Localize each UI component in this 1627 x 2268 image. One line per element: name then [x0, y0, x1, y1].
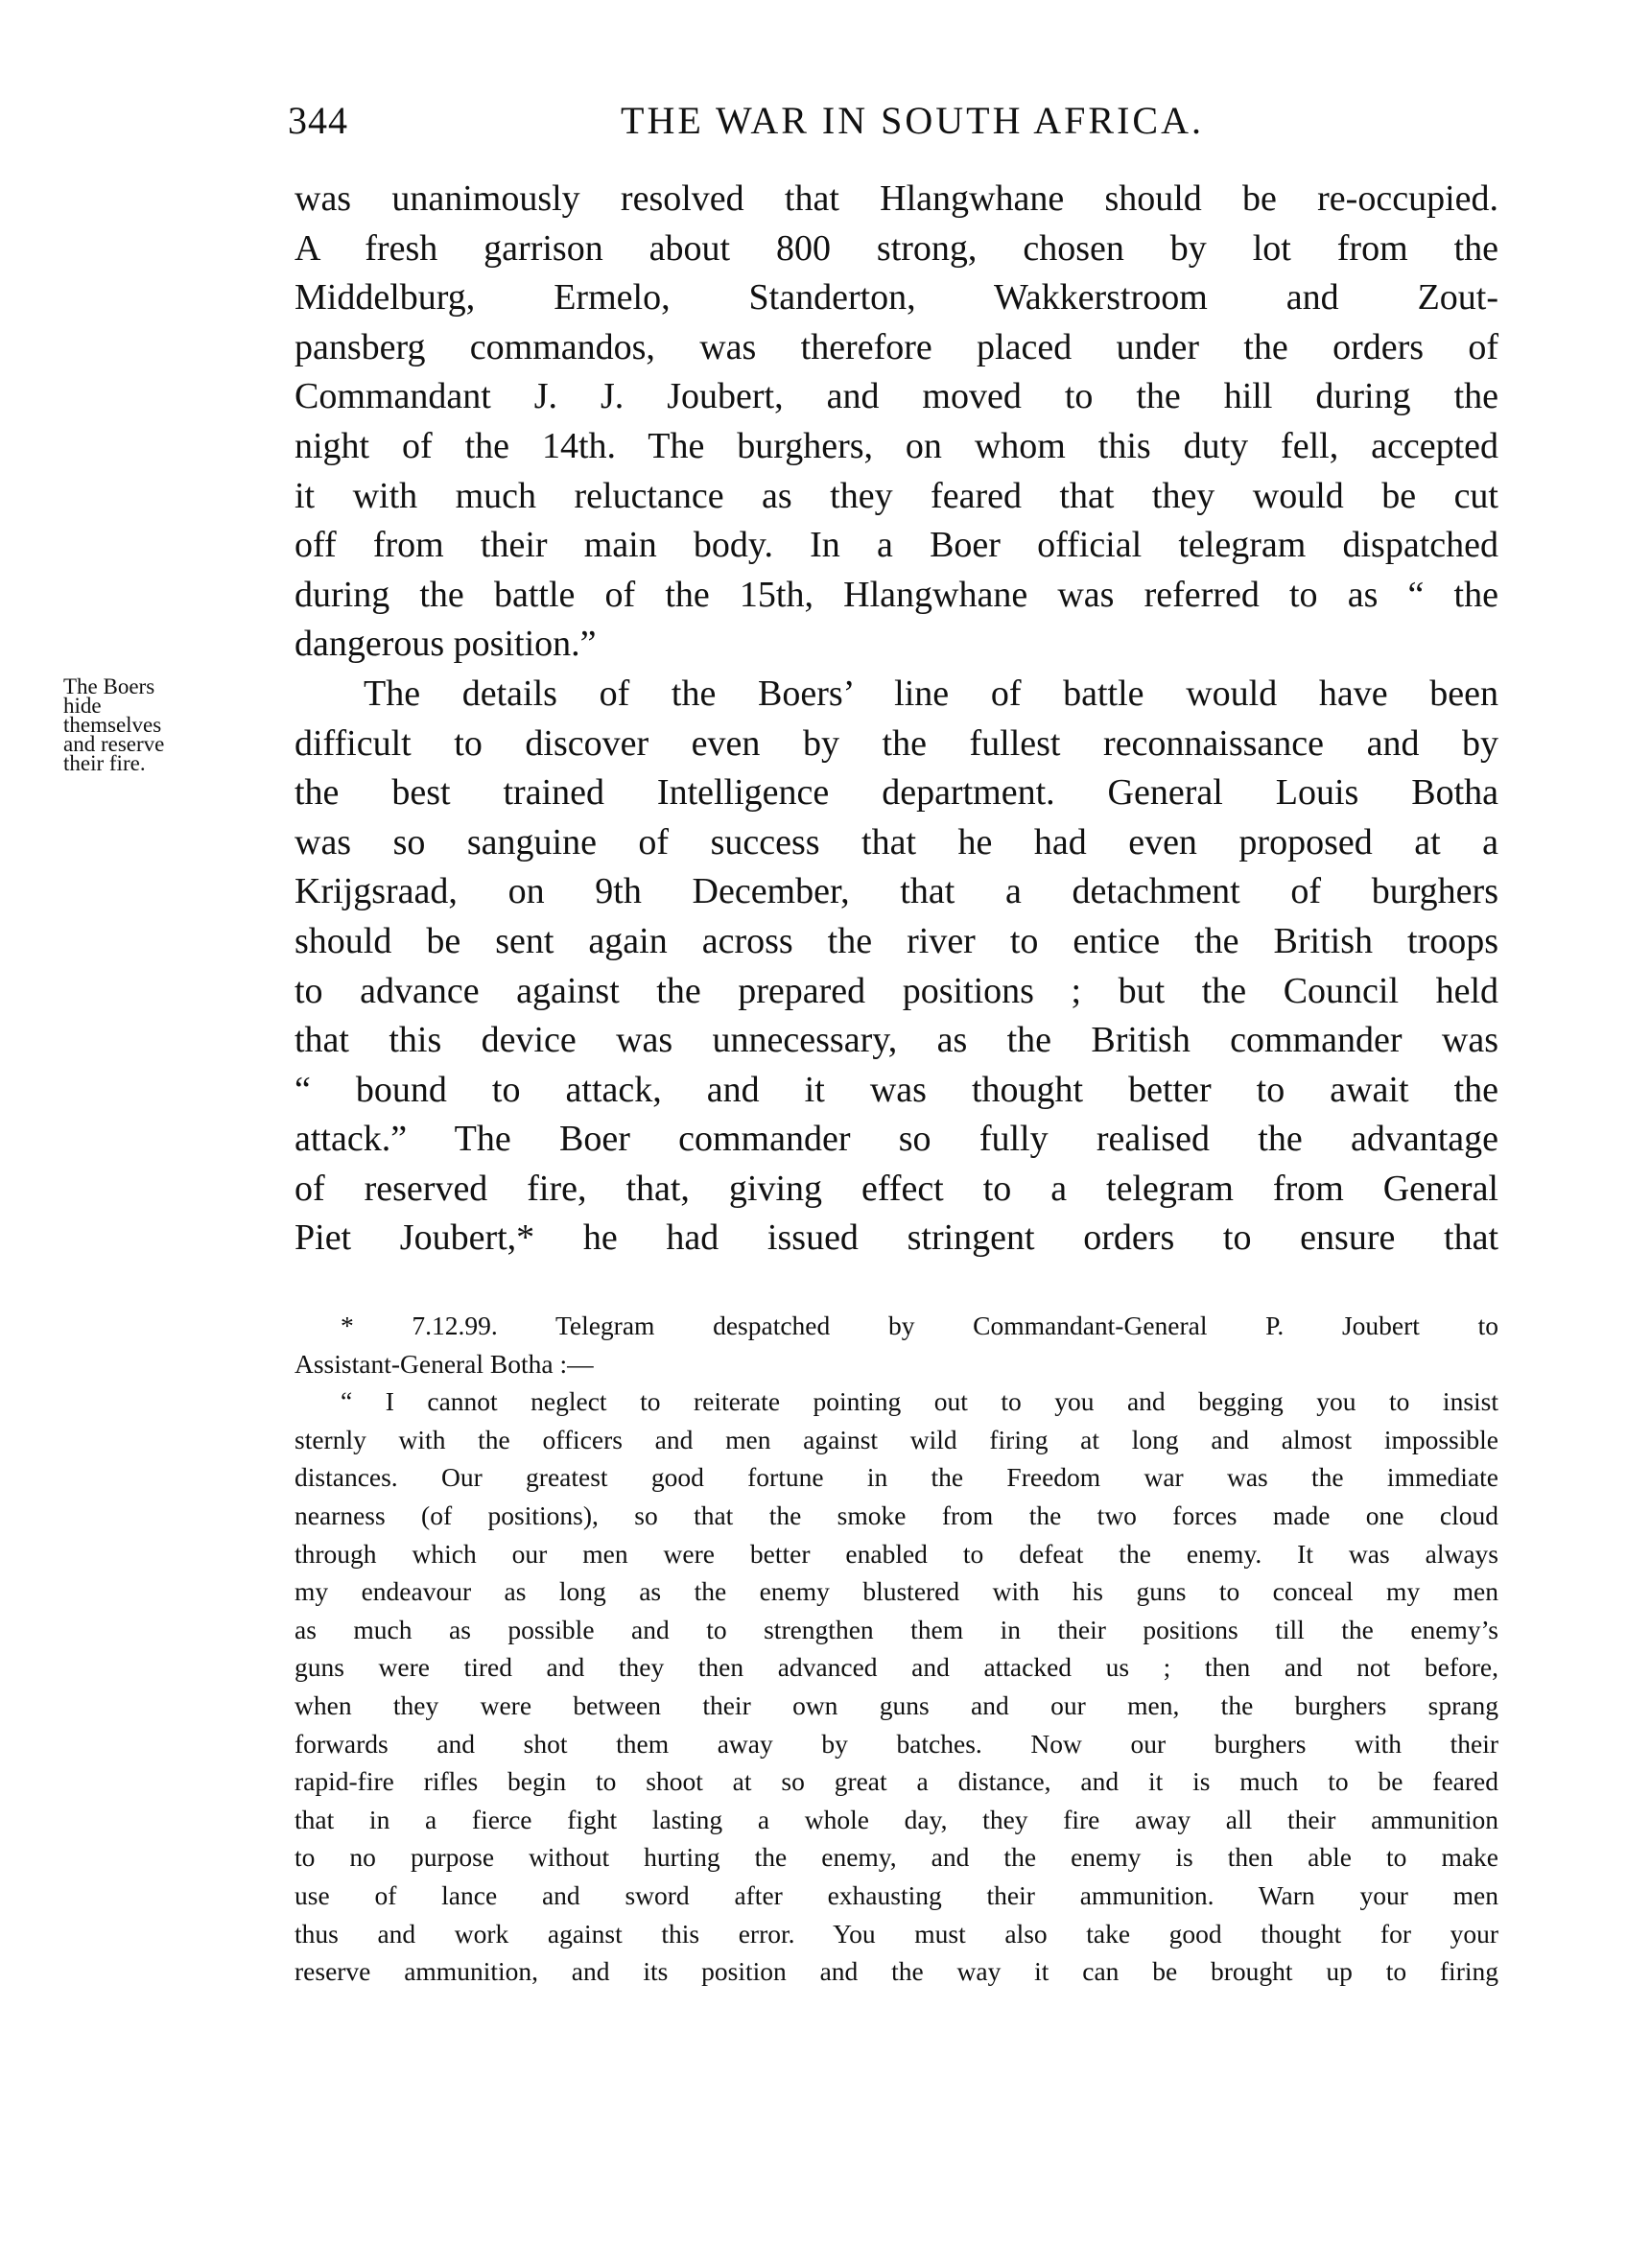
footnote-line: through which our men were better enabled to defeat the enemy. It was always	[295, 1538, 1498, 1569]
body-line: during the battle of the 15th, Hlangwhane was referred to as “ the	[295, 574, 1498, 615]
footnote-line: thus and work against this error. You must also take good thought for your	[295, 1918, 1498, 1949]
page-number: 344	[288, 99, 348, 142]
body-line: “ bound to attack, and it was thought better to await the	[295, 1069, 1498, 1110]
footnote-line: “ I cannot neglect to reiterate pointing out to you and begging you to insist	[341, 1386, 1498, 1417]
margin-note-line: The Boers	[63, 674, 155, 698]
body-line: Krijgsraad, on 9th December, that a detachment of burghers	[295, 871, 1498, 912]
footnote-line: sternly with the officers and men against wild firing at long and almost impossible	[295, 1424, 1498, 1454]
margin-note-line: and reserve	[63, 732, 165, 756]
footnote-line: when they were between their own guns and our men, the burghers sprang	[295, 1689, 1498, 1720]
footnote-line: to no purpose without hurting the enemy, and the enemy is then able to make	[295, 1842, 1498, 1873]
body-line: off from their main body. In a Boer official telegram dispatched	[295, 525, 1498, 566]
footnote-line: nearness (of positions), so that the smoke from the two forces made one cloud	[295, 1500, 1498, 1530]
footnote-line: my endeavour as long as the enemy blustered with his guns to conceal my men	[295, 1576, 1498, 1607]
footnote-line: distances. Our greatest good fortune in the Freedom war was the immediate	[295, 1462, 1498, 1493]
body-line: Middelburg, Ermelo, Standerton, Wakkerstroom and Zout-	[295, 277, 1498, 319]
paragraph-start-line: The details of the Boers’ line of battle would have been	[364, 673, 1498, 714]
body-line: difficult to discover even by the fullest reconnaissance and by	[295, 722, 1498, 764]
body-line: attack.” The Boer commander so fully realised the advantage	[295, 1119, 1498, 1160]
body-line: should be sent again across the river to entice the British troops	[295, 920, 1498, 961]
body-line: was unanimously resolved that Hlangwhane should be re-occupied.	[295, 178, 1498, 219]
body-line: the best trained Intelligence department. General Louis Botha	[295, 772, 1498, 814]
margin-note-line: hide	[63, 694, 102, 718]
margin-note-line: themselves	[63, 713, 162, 737]
footnote-line: as much as possible and to strengthen them in their positions till the enemy’s	[295, 1614, 1498, 1644]
footnote-line: forwards and shot them away by batches. Now our burghers with their	[295, 1728, 1498, 1759]
footnote	[295, 1307, 1498, 1991]
body-line: A fresh garrison about 800 strong, chosen by lot from the	[295, 227, 1498, 269]
footnote-line: Assistant-General Botha :—	[295, 1348, 594, 1379]
body-line: it with much reluctance as they feared that they would be cut	[295, 475, 1498, 516]
body-line: that this device was unnecessary, as the British commander was	[295, 1020, 1498, 1061]
footnote-line: guns were tired and they then advanced and attacked us ; then and not before,	[295, 1652, 1498, 1683]
margin-note-line: their fire.	[63, 751, 146, 775]
body-text	[295, 175, 1498, 1264]
footnote-line: * 7.12.99. Telegram despatched by Commandant-General P. Joubert to	[341, 1311, 1498, 1340]
running-title: THE WAR IN SOUTH AFRICA.	[621, 99, 1204, 142]
body-line: night of the 14th. The burghers, on whom this duty fell, accepted	[295, 425, 1498, 466]
body-line: of reserved fire, that, giving effect to a telegram from General	[295, 1168, 1498, 1209]
footnote-line: that in a fierce fight lasting a whole day, they fire away all their ammunition	[295, 1804, 1498, 1834]
body-line: was so sanguine of success that he had even proposed at a	[295, 821, 1498, 862]
footnote-line: use of lance and sword after exhausting their ammunition. Warn your men	[295, 1879, 1498, 1910]
margin-note	[63, 674, 255, 775]
body-line: Commandant J. J. Joubert, and moved to the hill during the	[295, 376, 1498, 417]
body-line: pansberg commandos, was therefore placed under the orders of	[295, 326, 1498, 367]
running-head	[288, 92, 1498, 150]
footnote-line: reserve ammunition, and its position and the way it can be brought up to firing	[295, 1956, 1498, 1987]
body-line: to advance against the prepared positions ; but the Council held	[295, 970, 1498, 1011]
body-line: Piet Joubert,* he had issued stringent orders to ensure that	[295, 1217, 1498, 1259]
footnote-line: rapid-fire rifles begin to shoot at so great a distance, and it is much to be feared	[295, 1766, 1498, 1797]
body-line: dangerous position.”	[295, 624, 597, 665]
